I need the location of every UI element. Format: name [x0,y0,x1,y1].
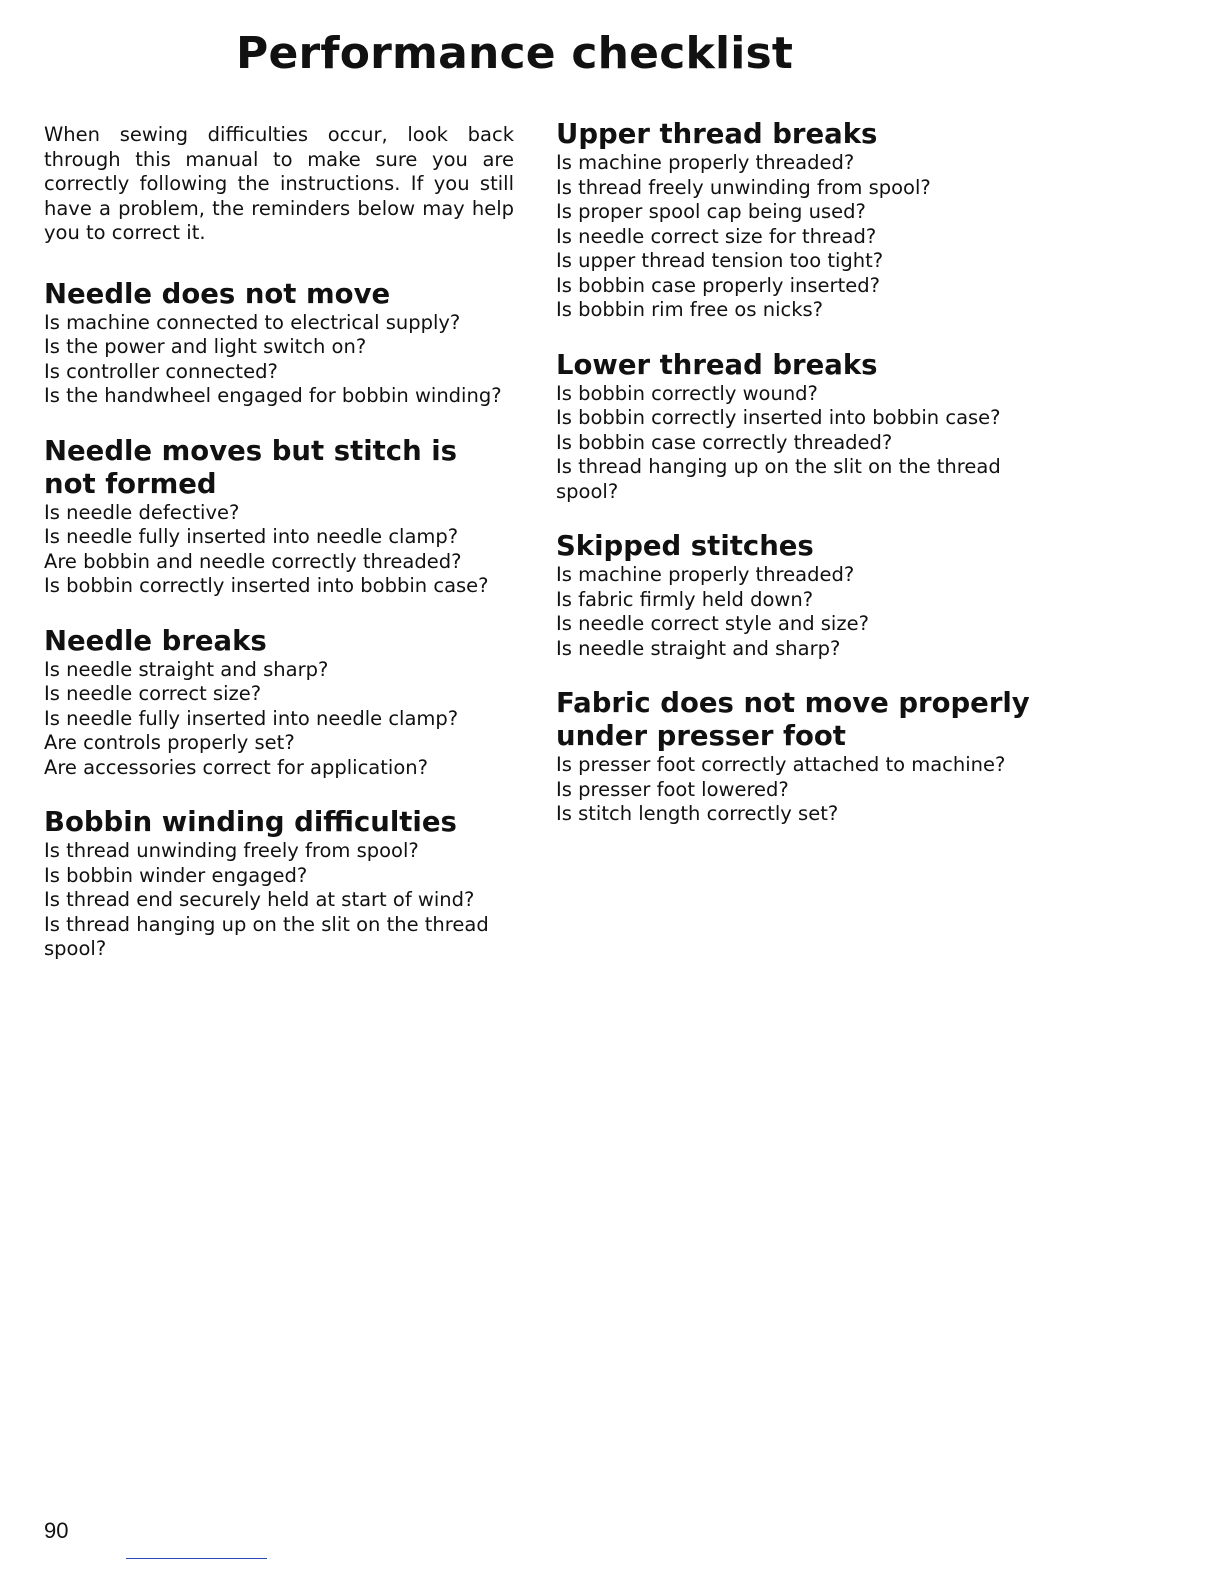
checklist-item: Is needle correct size? [44,682,262,705]
right-column [556,118,1036,853]
checklist-item: Is bobbin correctly inserted into bobbin case? [556,406,1001,429]
section-stitch-not-formed [44,435,514,599]
checklist-item: Is controller connected? [44,359,278,383]
checklist-item: Is machine properly threaded? [556,151,855,174]
checklist-item: Are accessories correct for application? [44,755,428,779]
section-needle-breaks [44,625,514,781]
checklist-item: Is machine connected to electrical supply? [44,310,461,334]
section-heading: Needle moves but stitch is not formed [44,434,458,500]
page-number: 90 [44,1518,69,1543]
intro-paragraph: When sewing difficulties occur, look back through this manual to make sure you are correctly following the instructions. If you still have a problem, the reminders below may help you to correct it. [44,123,514,244]
checklist-item: Is needle defective? [44,500,240,524]
section-heading: Needle breaks [44,624,267,657]
section-heading: Upper thread breaks [556,118,878,150]
checklist-item: Is fabric firmly held down? [556,587,814,611]
section-bobbin-winding [44,806,514,962]
checklist-item: Is machine properly threaded? [556,563,855,586]
page-title: Performance checklist [236,28,794,79]
checklist-item: Is the handwheel engaged for bobbin winding? [44,384,502,407]
checklist-item: Is thread freely unwinding from spool? [556,175,931,199]
checklist-item: Is needle fully inserted into needle clamp? [44,525,459,548]
checklist-item: Is needle straight and sharp? [44,657,329,681]
section-fabric-does-not-move [556,687,1036,827]
checklist-item: Is needle correct style and size? [556,612,869,635]
section-heading: Skipped stitches [556,530,814,562]
checklist-item: Is bobbin case properly inserted? [556,273,880,297]
checklist-item: Is thread hanging up on the slit on the thread spool? [44,912,489,960]
footer-rule [126,1558,267,1559]
section-heading: Fabric does not move properly under presser foot [556,687,1030,752]
section-heading: Bobbin winding difficulties [44,806,457,838]
section-upper-thread-breaks [556,118,1036,323]
checklist-item: Is thread unwinding freely from spool? [44,839,419,862]
section-lower-thread-breaks [556,349,1036,505]
checklist-item: Is the power and light switch on? [44,335,367,358]
checklist-item: Is bobbin winder engaged? [44,863,308,887]
section-skipped-stitches [556,530,1036,661]
checklist-item: Is needle correct size for thread? [556,224,877,248]
checklist-item: Is upper thread tension too tight? [556,249,884,272]
section-heading: Lower thread breaks [556,348,878,381]
section-needle-does-not-move [44,278,514,409]
checklist-item: Is thread end securely held at start of wind? [44,888,475,911]
checklist-item: Is bobbin correctly inserted into bobbin case? [44,574,489,597]
checklist-item: Is presser foot lowered? [556,777,789,801]
checklist-item: Is bobbin correctly wound? [556,381,818,405]
checklist-item: Is needle straight and sharp? [556,636,841,660]
checklist-item: Is presser foot correctly attached to machine? [556,753,1006,776]
checklist-item: Is needle fully inserted into needle clamp? [44,706,459,730]
checklist-item: Are controls properly set? [44,731,295,754]
checklist-item: Is proper spool cap being used? [556,200,866,223]
checklist-item: Is stitch length correctly set? [556,802,839,825]
checklist-item: Are bobbin and needle correctly threaded? [44,549,462,573]
left-column [44,118,514,988]
section-heading: Needle does not move [44,277,391,310]
checklist-item: Is thread hanging up on the slit on the thread spool? [556,455,1001,503]
checklist-item: Is bobbin rim free os nicks? [556,298,824,321]
checklist-item: Is bobbin case correctly threaded? [556,430,893,454]
